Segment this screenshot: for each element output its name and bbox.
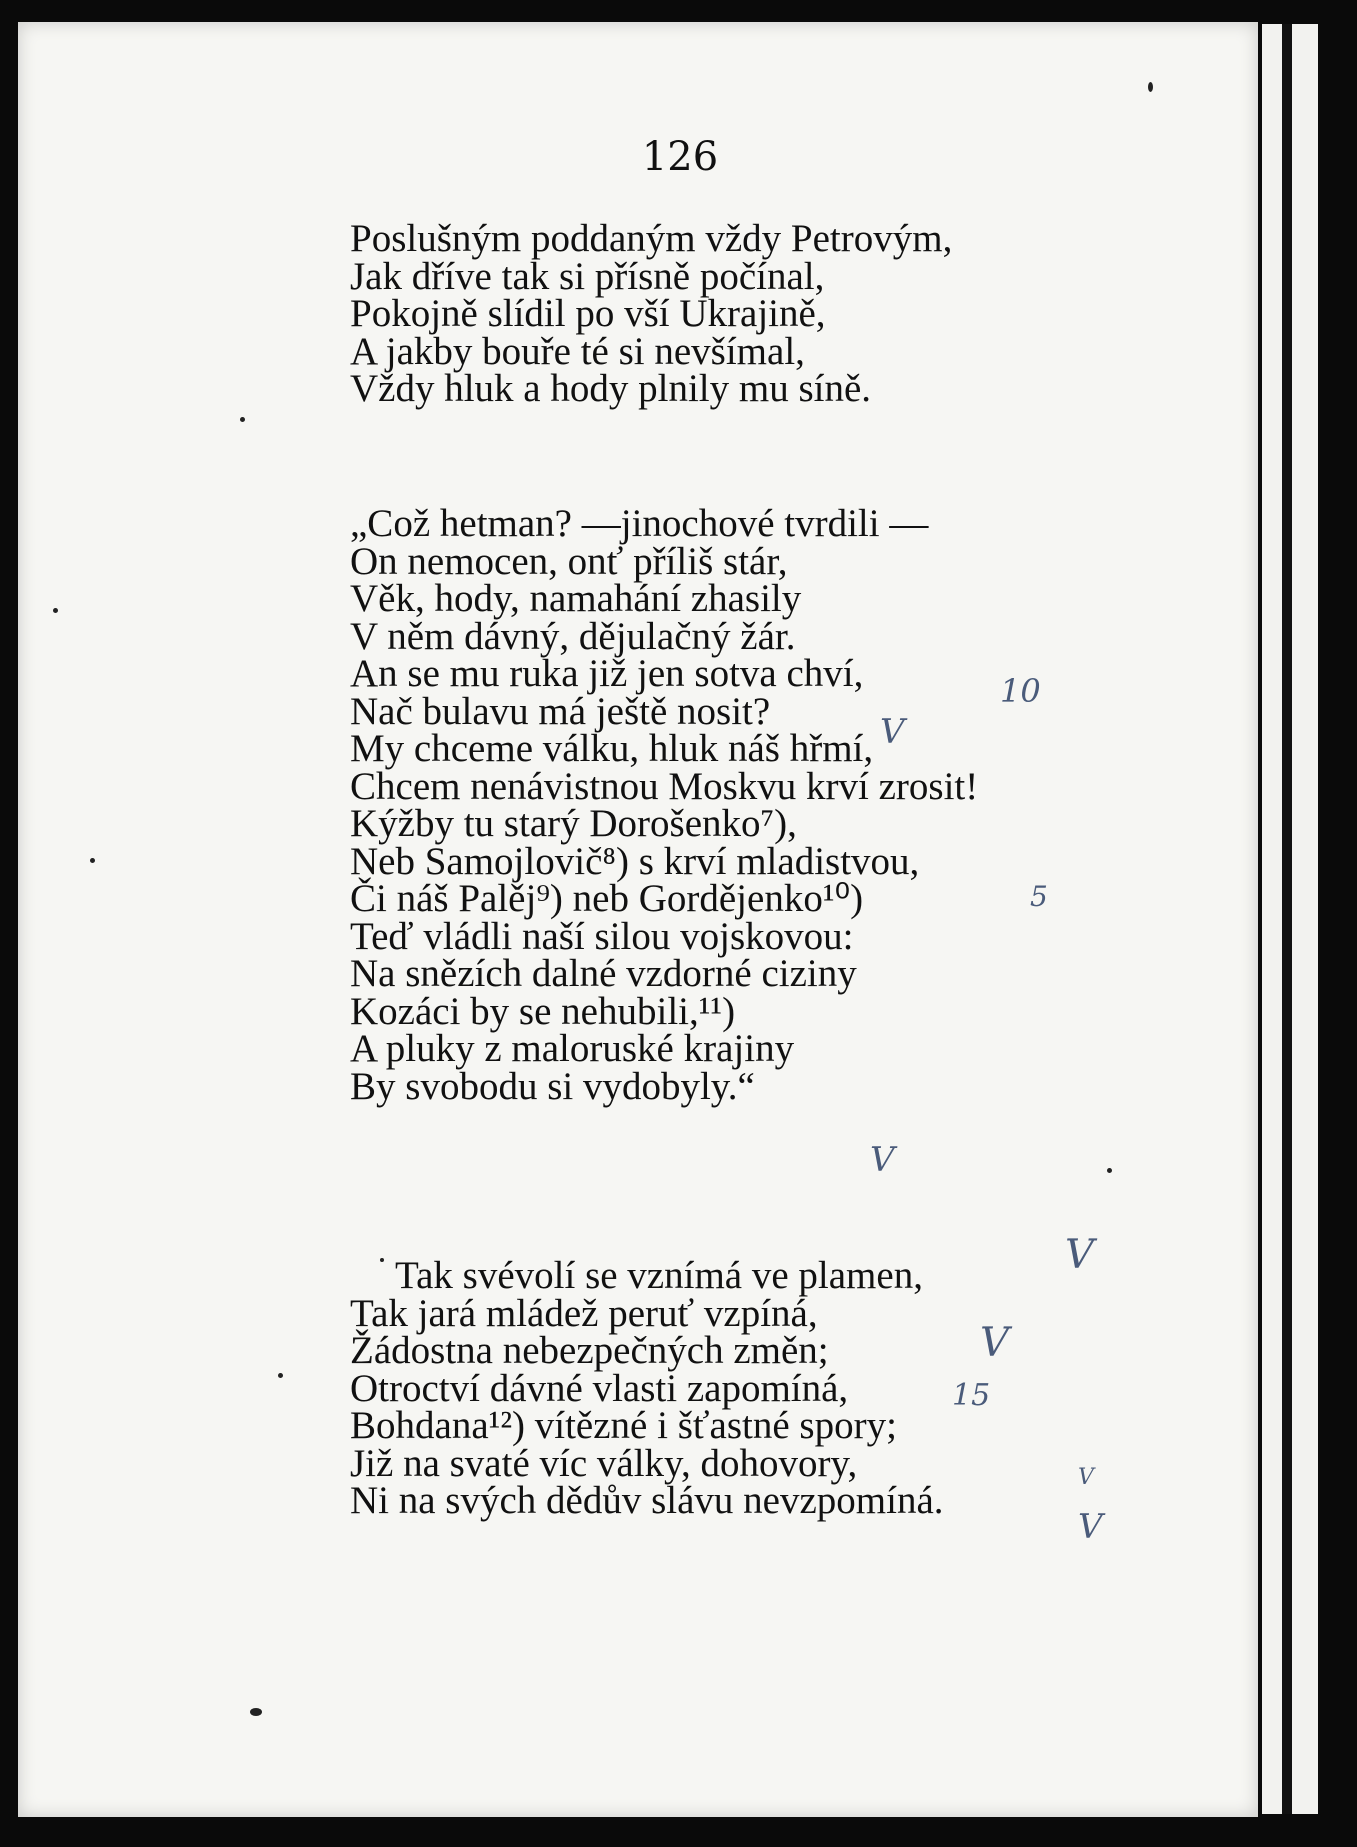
- scan-speck: [278, 1373, 283, 1378]
- scan-speck: [53, 608, 58, 613]
- verse-line: On nemocen, onť příliš stár,: [350, 539, 788, 583]
- stanza-2: [350, 502, 979, 1108]
- verse-line: Bohdana¹²) vítězné i šťastné spory;: [350, 1404, 897, 1447]
- verse-line: My chceme válku, hluk náš hřmí,: [350, 727, 874, 770]
- verse-line: Otroctví dávné vlasti zapomíná,: [350, 1366, 849, 1410]
- scan-speck: [1148, 82, 1153, 92]
- verse-line: Žádostna nebezpečných změn;: [350, 1329, 829, 1372]
- stanza-3: [350, 1254, 944, 1522]
- verse-line: Pokojně slídil po vší Ukrajině,: [350, 292, 826, 335]
- verse-line: Jak dříve tak si přísně počínal,: [350, 254, 825, 298]
- verse-line: V něm dávný, dějulačný žár.: [350, 614, 796, 658]
- verse-line: Nač bulavu má ještě nosit?: [350, 689, 771, 733]
- page-gutter-shadow: [1282, 24, 1292, 1814]
- margin-mark: V: [980, 1320, 1009, 1366]
- verse-line: Tak jará mládež peruť vzpíná,: [350, 1291, 818, 1335]
- scan-speck: [250, 1708, 262, 1716]
- verse-line: Teď vládli naší silou vojskovou:: [350, 914, 854, 958]
- margin-mark: V: [1078, 1465, 1094, 1490]
- verse-line: „Což hetman? —jinochové tvrdili —: [350, 502, 929, 545]
- margin-mark: V: [870, 1140, 895, 1180]
- verse-line: Tak svévolí se vznímá ve plamen,: [395, 1254, 923, 1297]
- verse-line: An se mu ruka již jen sotva chví,: [350, 652, 864, 695]
- page-number: 126: [641, 134, 719, 180]
- scan-speck: [1107, 1168, 1112, 1173]
- scan-speck: [240, 417, 245, 422]
- scan-speck: [380, 1258, 384, 1262]
- verse-line: Vždy hluk a hody plnily mu síně.: [350, 367, 872, 410]
- verse-line: Kýžby tu starý Dorošenko⁷),: [350, 802, 797, 845]
- verse-line: Poslušným poddaným vždy Petrovým,: [350, 217, 953, 260]
- verse-line: Na snězích dalné vzdorné ciziny: [350, 952, 857, 995]
- verse-line: Již na svaté víc války, dohovory,: [350, 1441, 858, 1485]
- scan-speck: [90, 858, 95, 863]
- margin-mark: V: [1065, 1232, 1094, 1278]
- margin-mark: V: [1078, 1507, 1103, 1547]
- verse-line: A jakby bouře té si nevšímal,: [350, 329, 805, 373]
- margin-mark: 10: [1000, 672, 1041, 710]
- margin-mark: 15: [952, 1378, 991, 1413]
- verse-line: A pluky z maloruské krajiny: [350, 1027, 795, 1070]
- margin-mark: V: [880, 712, 905, 752]
- verse-line: Chcem nenávistnou Moskvu krví zrosit!: [350, 764, 979, 808]
- verse-line: Či náš Palěj⁹) neb Gorděјenko¹⁰): [350, 877, 864, 920]
- stanza-1: [350, 217, 953, 410]
- verse-line: Kozáci by se nehubili,¹¹): [350, 989, 736, 1033]
- verse-line: By svobodu si vydobyly.“: [350, 1064, 755, 1108]
- verse-line: Ni na svých dědův slávu nevzpomíná.: [350, 1479, 944, 1522]
- margin-mark: 5: [1030, 880, 1048, 913]
- verse-line: Neb Samojlovič⁸) s krví mladistvou,: [350, 839, 920, 883]
- verse-line: Věk, hody, namahání zhasily: [350, 577, 802, 620]
